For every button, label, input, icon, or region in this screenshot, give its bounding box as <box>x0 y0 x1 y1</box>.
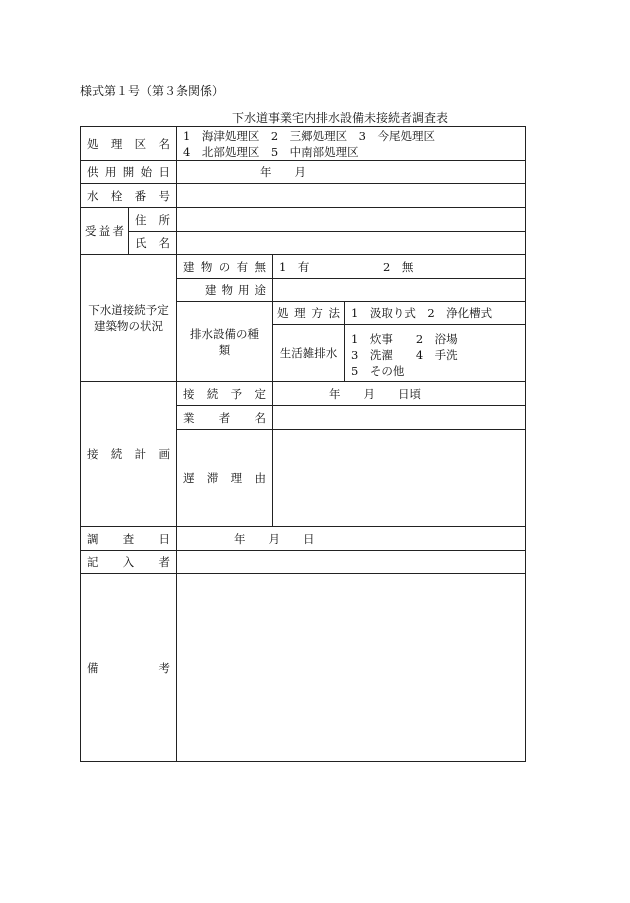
scheduled-connection-label: 接 続 予 定 <box>176 381 273 406</box>
district-options-line2: 4 北部処理区 5 中南部処理区 <box>183 145 359 159</box>
start-date-value: 年 月 <box>260 165 306 179</box>
drainage-type-label: 排水設備の種 類 <box>176 301 273 382</box>
contractor-label: 業 者 名 <box>176 405 273 430</box>
treatment-method-options: 1 汲取り式 2 浄化槽式 <box>351 306 493 320</box>
building-use-label: 建 物 用 途 <box>176 278 273 302</box>
gray-water-line2: 3 洗濯 4 手洗 <box>351 348 458 362</box>
meter-number-label: 水 栓 番 号 <box>80 183 177 208</box>
treatment-method-label: 処 理 方 法 <box>272 301 345 325</box>
remarks-field[interactable] <box>176 573 526 762</box>
district-options-line1: 1 海津処理区 2 三郷処理区 3 今尾処理区 <box>183 129 435 143</box>
start-date-label: 供 用 開 始 日 <box>80 160 177 184</box>
beneficiary-label: 受 益 者 <box>80 207 129 255</box>
scheduled-connection-field[interactable] <box>272 381 526 406</box>
start-date-field[interactable] <box>176 160 526 184</box>
form-title: 下水道事業宅内排水設備未接続者調査表 <box>231 111 448 125</box>
name-field[interactable] <box>176 231 526 255</box>
building-exists-no: 2 無 <box>383 259 414 274</box>
connection-plan-label: 接 続 計 画 <box>80 381 177 527</box>
delay-reason-label: 遅 滞 理 由 <box>176 429 273 527</box>
survey-table <box>80 126 526 762</box>
treatment-method-field[interactable] <box>344 301 526 325</box>
address-label: 住 所 <box>128 207 177 232</box>
gray-water-line3: 5 その他 <box>351 364 405 378</box>
survey-date-value: 年 月 日 <box>234 531 315 546</box>
building-exists-label: 建 物 の 有 無 <box>176 254 273 279</box>
remarks-label: 備 考 <box>80 573 177 762</box>
recorder-field[interactable] <box>176 550 526 574</box>
building-exists-field[interactable] <box>272 254 526 279</box>
name-label: 氏 名 <box>128 231 177 255</box>
gray-water-label: 生活雑排水 <box>272 324 345 382</box>
gray-water-options[interactable] <box>344 324 526 382</box>
district-options[interactable] <box>176 126 526 161</box>
delay-reason-field[interactable] <box>272 429 526 527</box>
building-status-label: 下水道接続予定 建築物の状況 <box>80 254 177 382</box>
building-exists-yes: 1 有 <box>279 259 310 274</box>
survey-date-label: 調 査 日 <box>80 526 177 551</box>
scheduled-connection-value: 年 月 日頃 <box>329 386 421 401</box>
contractor-field[interactable] <box>272 405 526 430</box>
form-number: 様式第１号（第３条関係） <box>80 84 225 98</box>
district-label: 処 理 区 名 <box>80 126 177 161</box>
survey-date-field[interactable] <box>176 526 526 551</box>
building-use-field[interactable] <box>272 278 526 302</box>
address-field[interactable] <box>176 207 526 232</box>
gray-water-line1: 1 炊事 2 浴場 <box>351 332 458 346</box>
recorder-label: 記 入 者 <box>80 550 177 574</box>
meter-number-field[interactable] <box>176 183 526 208</box>
